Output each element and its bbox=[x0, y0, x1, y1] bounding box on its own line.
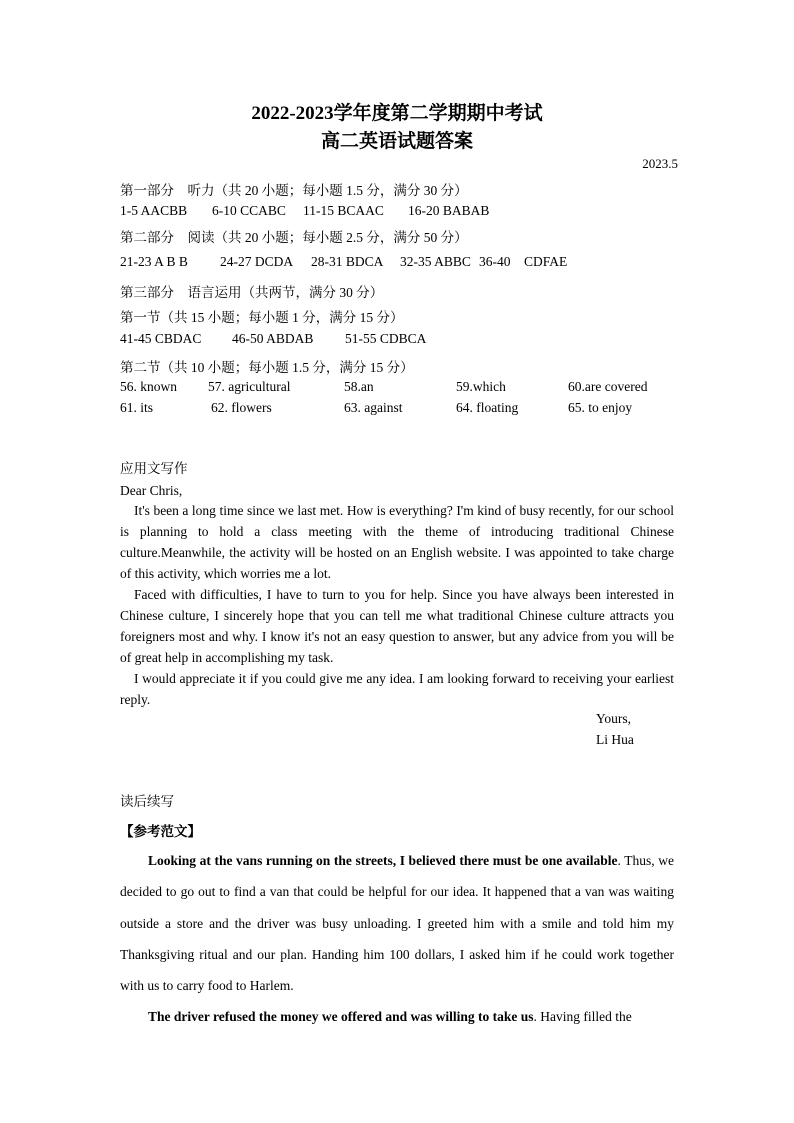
essay-text: . Having filled the bbox=[533, 1009, 632, 1025]
section2-answer-62: 62. flowers bbox=[211, 400, 272, 415]
section2-answer-56: 56. known bbox=[120, 379, 177, 394]
part3-heading: 第三部分 语言运用（共两节，满分 30 分） bbox=[120, 285, 384, 300]
part2-answer-3: 28-31 BDCA bbox=[311, 254, 384, 269]
letter-paragraph: I would appreciate it if you could give me any idea. I am looking forward to receiving your earliest reply. bbox=[120, 671, 674, 707]
section1-answer-1: 41-45 CBDAC bbox=[120, 331, 202, 346]
reference-essay bbox=[120, 845, 674, 1033]
part2-heading: 第二部分 阅读（共 20 小题；每小题 2.5 分，满分 50 分） bbox=[120, 230, 468, 245]
letter-paragraph: It's been a long time since we last met. How is everything? I'm kind of busy recently, for our school is planning to hold a class meeting with the theme of introducing traditional Chinese culture.Meanwhile, the activity will be hosted on an English website. I was appointed to take charge of this activity, which worries me a lot. bbox=[120, 503, 674, 581]
section2-answer-58: 58.an bbox=[344, 379, 374, 394]
part1-answer-4: 16-20 BABAB bbox=[408, 203, 490, 218]
part2-answer-2: 24-27 DCDA bbox=[220, 254, 294, 269]
reference-label: 【参考范文】 bbox=[120, 824, 201, 839]
part1-answer-2: 6-10 CCABC bbox=[212, 203, 286, 218]
letter-heading: 应用文写作 bbox=[120, 461, 188, 476]
exam-title: 2022-2023学年度第二学期期中考试 bbox=[251, 103, 543, 124]
essay-text: . Thus, we decided to go out to find a van that could be helpful for our idea. It happened that a van was waiting outside a store and the driver was busy unloading. I greeted him with a smile and told him my Thanksgiving ritual and our plan. Handing him 100 dollars, I asked him if he could work together with us to carry food to Harlem. bbox=[120, 853, 674, 994]
part1-answer-1: 1-5 AACBB bbox=[120, 203, 188, 218]
part2-answer-5: 36-40 CDFAE bbox=[479, 254, 568, 269]
section2-answer-61: 61. its bbox=[120, 400, 154, 415]
letter-signature: Li Hua bbox=[596, 732, 634, 747]
essay-topic-sentence: The driver refused the money we offered and was willing to take us bbox=[148, 1009, 534, 1025]
essay-paragraph bbox=[120, 1001, 674, 1032]
essay-paragraph bbox=[120, 845, 674, 1001]
letter-salutation: Dear Chris, bbox=[120, 483, 183, 498]
section2-answer-57: 57. agricultural bbox=[208, 379, 291, 394]
section2-answer-63: 63. against bbox=[344, 400, 403, 415]
section2-answer-60: 60.are covered bbox=[568, 379, 648, 394]
part3-section2-heading: 第二节（共 10 小题；每小题 1.5 分，满分 15 分） bbox=[120, 360, 414, 375]
essay-topic-sentence: Looking at the vans running on the streets, I believed there must be one available bbox=[148, 853, 618, 868]
section2-answer-59: 59.which bbox=[456, 379, 506, 394]
continuation-heading: 读后续写 bbox=[120, 794, 174, 809]
part1-answer-3: 11-15 BCAAC bbox=[303, 203, 384, 218]
section2-answer-65: 65. to enjoy bbox=[568, 400, 633, 415]
section2-answer-64: 64. floating bbox=[456, 400, 519, 415]
exam-subtitle: 高二英语试题答案 bbox=[320, 131, 473, 152]
letter-paragraph: Faced with difficulties, I have to turn to you for help. Since you have always been interested in Chinese culture, I sincerely hope that you can tell me what traditional Chinese culture attracts you foreigners most and why. I know it's not an easy question to answer, but any advice from you will be of great help in accomplishing my task. bbox=[120, 587, 674, 665]
section1-answer-2: 46-50 ABDAB bbox=[232, 331, 314, 346]
letter-body bbox=[120, 500, 674, 710]
part3-section1-heading: 第一节（共 15 小题；每小题 1 分，满分 15 分） bbox=[120, 310, 404, 325]
section1-answer-3: 51-55 CDBCA bbox=[345, 331, 427, 346]
letter-closing: Yours, bbox=[596, 711, 632, 726]
part2-answer-1: 21-23 A B B bbox=[120, 254, 188, 269]
part2-answer-4: 32-35 ABBC bbox=[400, 254, 471, 269]
exam-date: 2023.5 bbox=[642, 156, 678, 171]
part1-heading: 第一部分 听力（共 20 小题；每小题 1.5 分，满分 30 分） bbox=[120, 183, 468, 198]
